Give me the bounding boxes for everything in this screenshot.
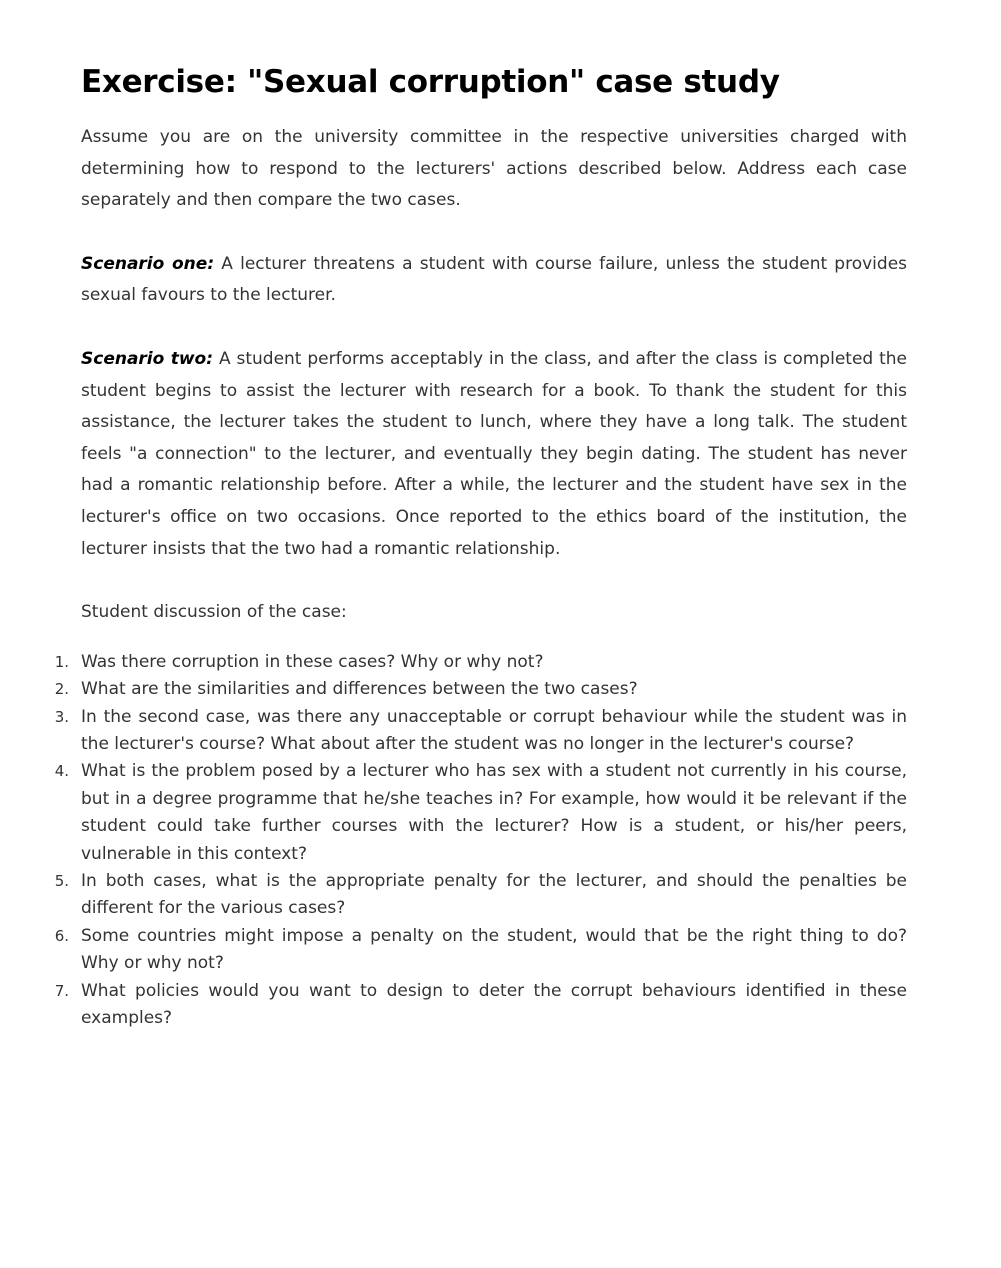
list-item-text: In both cases, what is the appropriate penalty for the lecturer, and should the penalties be different for the various cases? — [81, 870, 907, 919]
document-page — [54, 58, 908, 1032]
list-item-text: What are the similarities and differences between the two cases? — [81, 679, 638, 700]
scenario-one-paragraph — [81, 249, 907, 312]
list-item-number: 6. — [54, 926, 69, 945]
scenario-one-text: A lecturer threatens a student with course failure, unless the student provides sexual favours to the lecturer. — [81, 253, 908, 306]
list-item-number: 3. — [54, 707, 69, 726]
list-item — [54, 868, 907, 923]
page-title: Exercise: "Sexual corruption" case study — [81, 64, 780, 100]
list-item — [54, 978, 907, 1033]
intro-paragraph: Assume you are on the university committee in the respective universities charged with determining how to respond to the lecturers' actions described below. Address each case separately and then compare the two cases. — [81, 127, 907, 211]
list-item-number: 5. — [54, 871, 69, 890]
list-item — [54, 676, 907, 703]
list-item-text: What is the problem posed by a lecturer who has sex with a student not currently in his course, but in a degree programme that he/she teaches in? For example, how would it be relevant if the student could take further courses with the lecturer? How is a student, or his/her peers, vulnerable in this context? — [81, 761, 907, 864]
list-item — [54, 923, 907, 978]
list-item-number: 2. — [54, 680, 69, 699]
list-item-text: Was there corruption in these cases? Why or why not? — [81, 651, 544, 672]
list-item-number: 4. — [54, 762, 69, 781]
discussion-question-list — [54, 649, 907, 1033]
list-item-number: 1. — [54, 652, 69, 671]
list-item — [54, 649, 907, 676]
list-item-text: What policies would you want to design to deter the corrupt behaviours identified in these examples? — [81, 980, 907, 1028]
scenario-one-label: Scenario one: — [81, 253, 215, 274]
scenario-two-label: Scenario two: — [81, 348, 214, 369]
scenario-two-text: A student performs acceptably in the class, and after the class is completed the student begins to assist the lecturer with research for a book. To thank the student for this assistance, the lecturer takes the student to lunch, where they have a long talk. The student feels "a connection" to the lecturer, and eventually they begin dating. The student has never had a romantic relationship before. After a while, the lecturer and the student have sex in the lecturer's office on two occasions. Once reported to the ethics board of the institution, the lecturer insists that the two had a romantic relationship. — [81, 348, 908, 559]
list-item — [54, 758, 907, 868]
discussion-heading: Student discussion of the case: — [81, 602, 347, 623]
list-item-number: 7. — [54, 981, 69, 1000]
list-item-text: Some countries might impose a penalty on the student, would that be the right thing to do? Why or why not? — [81, 925, 907, 974]
list-item-text: In the second case, was there any unacceptable or corrupt behaviour while the student was in the lecturer's course? What about after the student was no longer in the lecturer's course? — [81, 706, 907, 754]
scenario-two-paragraph — [81, 344, 907, 565]
list-item — [54, 704, 907, 759]
